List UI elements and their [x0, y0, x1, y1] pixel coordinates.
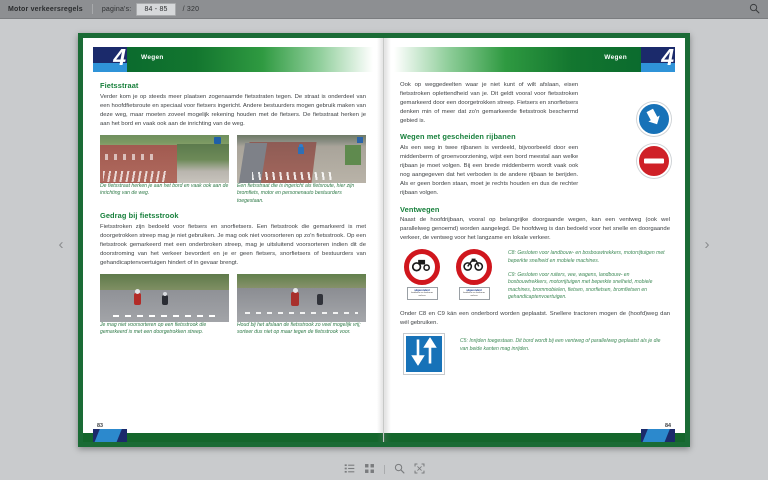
viewer-topbar — [0, 0, 768, 19]
floating-sign-group — [637, 102, 671, 178]
page-label: pagina's: — [101, 5, 132, 13]
photo-caption-wrap-4 — [237, 322, 366, 337]
c5-sign-caption: C5: Inrijden toegestaan. Dit bord wordt bij een ventweg of parallelweg geplaatst als je die van beide kanten mag inrijden. — [460, 338, 661, 352]
vegetation-overlay — [237, 274, 366, 288]
right-page-header — [394, 47, 675, 72]
toolbar-divider — [384, 465, 385, 474]
page-range-input[interactable]: 84 - 85 — [136, 3, 175, 16]
fullscreen-icon[interactable] — [414, 461, 425, 479]
photo-cell-2 — [237, 135, 366, 205]
onderbord-title: uitgezonderd — [414, 289, 430, 293]
chapter-number-badge — [93, 47, 127, 72]
c9-onderbord — [459, 287, 490, 300]
c8-closed-for-tractors-sign — [404, 249, 440, 285]
photo-caption-wrap-1 — [100, 183, 229, 198]
chapter-number: 4 — [661, 47, 674, 70]
shark-teeth-marking — [252, 172, 332, 180]
vegetation-overlay — [345, 145, 360, 164]
c9-sign-block — [456, 249, 492, 300]
page-total: / 320 — [182, 5, 200, 13]
closing-text: Onder C8 en C9 kán een onderbord worden geplaatst. Snellere tractoren mogen de (hoofd)weg dan wél gebruiken. — [400, 310, 670, 326]
section-heading-gescheiden-rijbanen: Wegen met gescheiden rijbanen — [400, 132, 516, 142]
right-page-number: 84 — [665, 423, 671, 429]
c8-sign-block — [404, 249, 440, 300]
c8-onderbord — [407, 287, 438, 300]
left-header-label: Wegen — [141, 54, 164, 61]
footer-green-bar — [384, 433, 685, 442]
roadside-sign-icon — [357, 137, 363, 143]
section-heading-gedrag: Gedrag bij fietsstrook — [100, 211, 179, 221]
road-marking-overlay — [105, 154, 159, 160]
chapter-number: 4 — [113, 47, 126, 70]
photo-cell-4 — [237, 274, 366, 337]
bike-street-red-asphalt-photo — [100, 135, 229, 183]
section-heading-fietsstraat: Fietsstraat — [100, 81, 139, 90]
photo-cell-3 — [100, 274, 229, 337]
left-page-footer — [83, 423, 383, 442]
header-green-band — [127, 47, 373, 72]
photo-row-top — [100, 135, 366, 205]
photo-row-bottom — [100, 274, 366, 337]
road-marking-overlay-2 — [103, 171, 168, 182]
book-spread[interactable] — [78, 33, 690, 447]
onderbord-sub: landbouw en bosbouw verkeer — [463, 292, 485, 298]
right-header-label: Wegen — [604, 54, 627, 61]
previous-page-button[interactable]: ‹ — [58, 236, 64, 253]
up-down-arrows-icon — [411, 338, 437, 371]
right-page-footer — [384, 423, 685, 442]
c5-caption-column — [460, 334, 670, 353]
left-page-body — [83, 72, 383, 337]
left-page-number: 83 — [97, 423, 103, 429]
book-viewer-stage — [0, 19, 768, 459]
motorcycle-figure-dark — [162, 295, 168, 305]
grid-view-icon[interactable] — [364, 461, 375, 479]
right-page[interactable] — [384, 38, 685, 442]
roadside-sign-icon — [214, 137, 221, 144]
photo-caption-1: De fietsstraat herken je aan het bord en vaak ook aan de inrichting van de weg. — [100, 182, 229, 197]
motorcycle-figure-red — [134, 293, 141, 305]
c9-sign-caption: C9: Gesloten voor ruiters, vee, wagens, landbouw- en bosbouwtrekkers, motorrijtuigen met beperkte snelheid, mobiele machines, brommobielen, fietsen, snorfietsen, bromfietsen en gehandicaptenvoertuigen. — [508, 271, 653, 301]
footer-badge — [641, 429, 675, 442]
c8-c9-sign-row — [404, 249, 670, 302]
motorcycles-on-road-photo — [100, 274, 229, 322]
section-text-fietsstraat: Verder kom je op steeds meer plaatsen zogenaamde fietsstraten tegen. De straat is onderdeel van een hoofdfietsroute en speciaal voor fietsers ingericht. Andere bestuurders mogen gebruik maken van deze weg, maar moeten zoveel mogelijk rekening houden met de fietsers. De fietsstraat herken je aan het bord en vaak ook aan de inrichting van de weg. — [100, 93, 366, 127]
c5-sign-row — [404, 334, 670, 374]
section-text-gescheiden-rijbanen: Als een weg in twee rijbanen is verdeeld, bijvoorbeeld door een middenberm of groenvoorziening, wijst een bord meestal aan welke rijbaan je moet volgen. Bij een brede middenberm wordt vaak ook nog aangegeven dat het verboden is de andere rijbaan te berijden. Als er geen borden staan, moet je rechts houden en dus de rechter rijbaan volgen. — [400, 144, 579, 197]
cyclist-on-red-bike-lane-photo — [237, 135, 366, 183]
onderbord-title: uitgezonderd — [466, 289, 482, 293]
down-right-arrow-icon — [643, 106, 665, 133]
viewer-bottom-toolbar — [0, 459, 768, 480]
photo-cell-1 — [100, 135, 229, 205]
left-page[interactable] — [83, 38, 384, 442]
section-text-ventwegen: Naast de hoofdrijbaan, vooral op belangrijke doorgaande wegen, kan een ventweg (ook wel parallelweg genoemd) worden aangelegd. De hoofdweg is dan bedoeld voor het snelle en doorgaande verkeer, de ventweg voor het langzame en lokale verkeer. — [400, 217, 670, 242]
photo-caption-2: Een fietsstraat die is ingericht als fietsroute, hier zijn bromfiets, motor en personenauto bestuurders toegestaan. — [237, 182, 355, 204]
no-entry-red-sign — [637, 144, 671, 178]
motorcycle-figure-dark — [317, 294, 323, 305]
motorcycle-turning-near-bike-lane-photo — [237, 274, 366, 322]
footer-green-bar — [83, 433, 383, 442]
zoom-icon[interactable] — [394, 461, 405, 479]
topbar-divider — [92, 4, 93, 14]
tractor-icon — [412, 258, 432, 277]
section-text-gedrag: Fietsstroken zijn bedoeld voor fietsers en snorfietsers. Een fietsstrook die gemarkeerd is met doorgetrokken streep mag je niet gebruiken. Je mag ook niet voorsorteren op zo'n fietsstrook. Op een fietsstrook gemarkeerd met een onderbroken streep, mag je uitsluitend voorsorteren indien dit de doorstroming van het verkeer bevordert en je er geen fietsers, snorfietsers of bestuurders van gehandicaptenvoertuigen hindert of in gevaar brengt. — [100, 223, 366, 266]
photo-caption-4: Houd bij het afslaan de fietsstrook zo veel mogelijk vrij; sorteer dus niet op maar tegen de fietsstrook voor. — [237, 322, 361, 336]
chapter-number-badge — [641, 47, 675, 72]
c5-entry-permitted-sign — [404, 334, 444, 374]
next-page-button[interactable]: › — [704, 236, 710, 253]
photo-caption-wrap-2 — [237, 183, 366, 205]
cyclist-figure — [298, 144, 304, 156]
slow-traffic-group-icon — [463, 257, 485, 277]
search-icon[interactable] — [749, 3, 760, 16]
c8-sign-caption: C8: Gesloten voor landbouw- en bosbouwtrekkers, motorrijtuigen met beperkte snelheid en mobiele machines. — [508, 250, 665, 264]
vegetation-overlay — [100, 274, 229, 290]
lane-marking — [245, 312, 359, 314]
intro-text: Ook op weggedeelten waar je niet kunt of wilt afslaan, eisen fietsstroken oplettendheid van je. Dit geldt vooral voor fietsstroken gemarkeerd door een doorgetrokken streep. Fietsers en snorfietsers denken min of meer dat zo'n gemarkeerde fietsstrook beschermd gebied is. — [400, 82, 579, 125]
c9-closed-for-slow-traffic-sign — [456, 249, 492, 285]
app-title: Motor verkeersregels — [8, 5, 83, 13]
list-view-icon[interactable] — [344, 461, 355, 479]
onderbord-sub: landbouw en bosbouw verkeer — [411, 292, 433, 298]
mandatory-direction-blue-sign — [637, 102, 671, 136]
motorcycle-figure-red — [291, 292, 299, 306]
no-entry-bar-icon — [644, 159, 664, 164]
photo-caption-wrap-3 — [100, 322, 229, 337]
c8-c9-caption-column — [508, 249, 670, 302]
section-heading-ventwegen: Ventwegen — [400, 204, 440, 214]
left-page-header — [93, 47, 373, 72]
lane-marking — [113, 315, 216, 317]
footer-badge — [93, 429, 127, 442]
photo-caption-3: Je mag niet voorsorteren op een fietsstrook die gemarkeerd is met een doorgetrokken streep. — [100, 322, 207, 336]
